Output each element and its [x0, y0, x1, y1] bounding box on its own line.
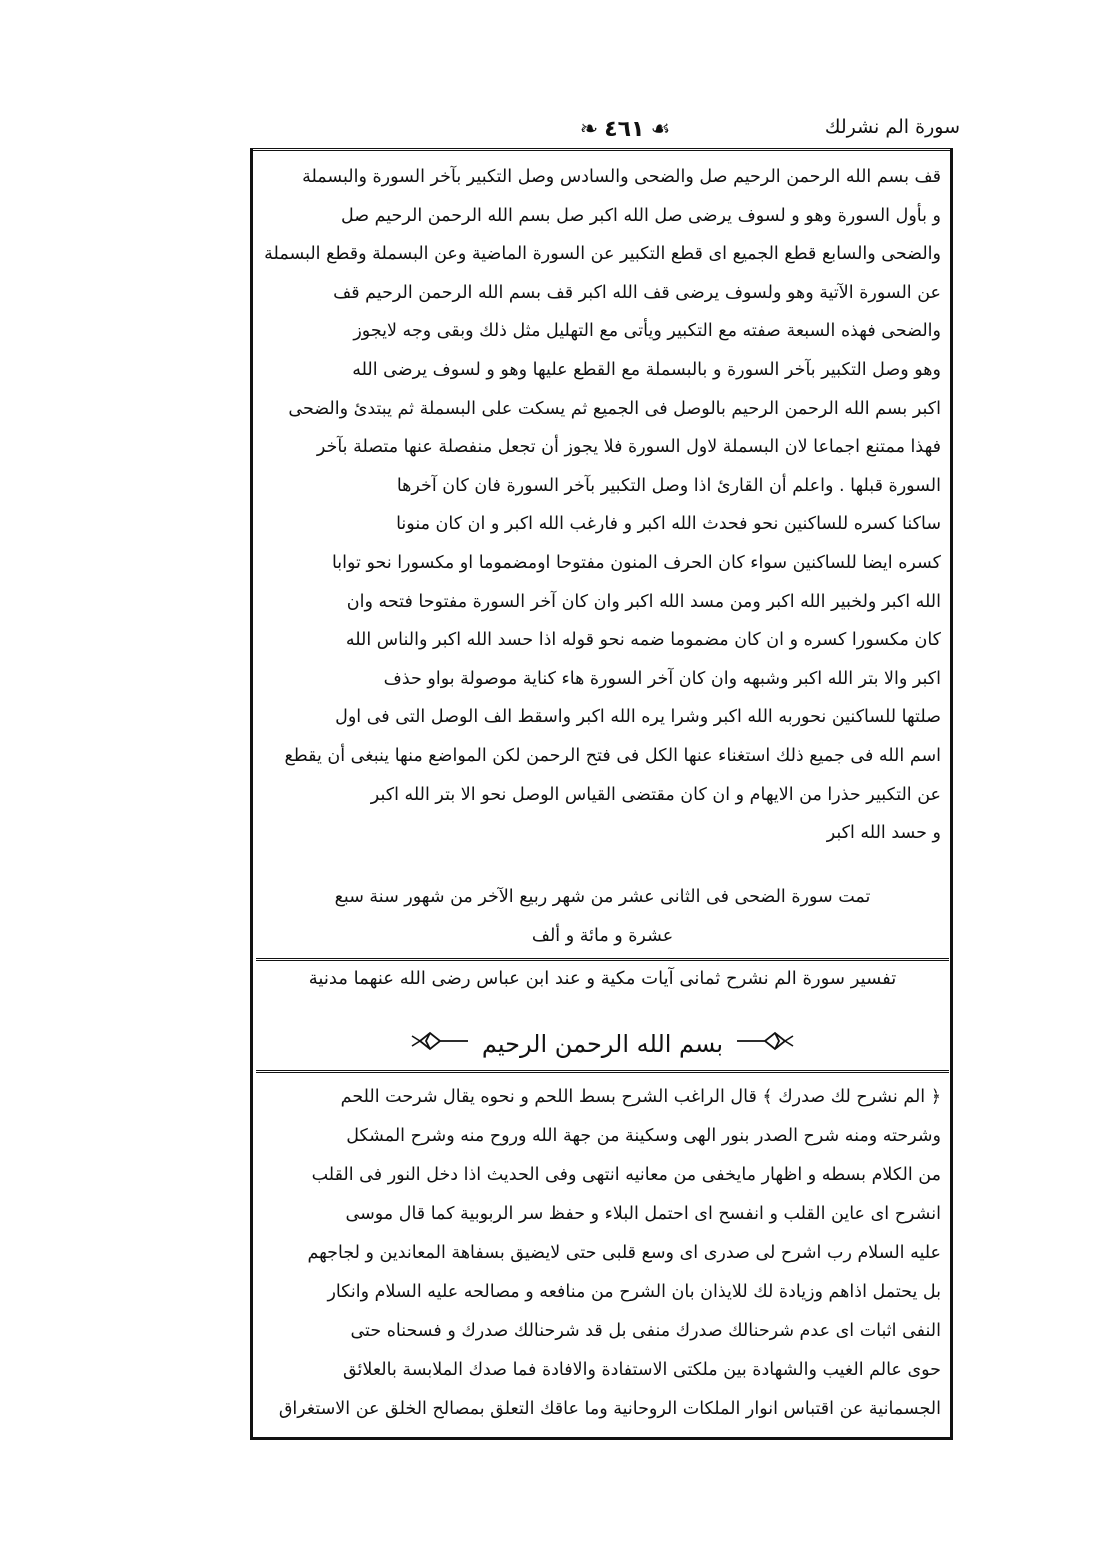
ornament-left-icon: ❧ [579, 116, 599, 142]
text-line: وهو وصل التكبير بآخر السورة و بالبسملة مع القطع عليها وهو و لسوف يرضى الله [352, 359, 941, 380]
text-line: الله اكبر ولخبير الله اكبر ومن مسد الله اكبر وان كان آخر السورة مفتوحا فتحه وان [346, 591, 941, 612]
section-divider [256, 958, 949, 961]
text-line: كسره ايضا للساكنين سواء كان الحرف المنون مفتوحا اومضموما او مكسورا نحو توابا [331, 552, 941, 573]
colophon-line: تمت سورة الضحى فى الثانى عشر من شهر ربيع الآخر من شهور سنة سبع [334, 887, 871, 907]
frame-left-rule [250, 148, 253, 1440]
text-line: عليه السلام رب اشرح لى صدرى اى وسع قلبى حتى لايضيق بسفاهة المعاندين و لجاجهم [307, 1243, 941, 1263]
text-line: صلتها للساكنين نحوربه الله اكبر وشرا يره الله اكبر واسقط الف الوصل التى فى اول [335, 707, 941, 728]
basmala-heading [256, 1022, 949, 1066]
text-line: قف بسم الله الرحمن الرحيم صل والضحى والسادس وصل التكبير بآخر السورة والبسملة [302, 167, 941, 187]
text-line: اكبر والا بتر الله اكبر وشبهه وان كان آخر السورة هاء كناية موصولة بواو حذف [383, 668, 941, 689]
text-line: والضحى فهذه السبعة صفته مع التكبير ويأتى مع التهليل مثل ذلك وبقى وجه لايجوز [353, 321, 941, 342]
colophon-line: عشرة و مائة و ألف [531, 925, 674, 946]
text-line: من الكلام بسطه و اظهار مايخفى من معانيه انتهى وفى الحديث اذا دخل النور فى القلب [311, 1165, 941, 1185]
frame-top-rule [250, 148, 953, 151]
text-line: حوى عالم الغيب والشهادة بين ملكتى الاستفادة والافادة فما صدك الملابسة بالعلائق [342, 1360, 941, 1380]
text-line: اكبر بسم الله الرحمن الرحيم بالوصل فى الجميع ثم يسكت على البسملة ثم يبتدئ والضحى [288, 398, 941, 419]
ornament-right-icon [735, 1030, 795, 1058]
running-title: سورة الم نشرلك [824, 116, 960, 138]
commentary-section-top [256, 158, 949, 853]
text-line: و حسد الله اكبر [826, 823, 941, 844]
text-line: بل يحتمل اذاهم وزيادة لك للايذان بان الشرح من منافعه و مصالحه عليه السلام وانكار [327, 1282, 941, 1302]
frame-right-rule [950, 148, 953, 1440]
ornament-right-icon: ☙ [650, 116, 671, 142]
text-line: و بأول السورة وهو و لسوف يرضى صل الله اكبر صل بسم الله الرحمن الرحيم صل [340, 205, 941, 226]
text-line: عن التكبير حذرا من الايهام و ان كان مقتضى القياس الوصل نحو الا بتر الله اكبر [370, 784, 941, 805]
text-line: عن السورة الآتية وهو ولسوف يرضى قف الله اكبر قف بسم الله الرحمن الرحيم قف [333, 282, 941, 303]
text-line: فهذا ممتنع اجماعا لان البسملة لاول السورة فلا يجوز أن تجعل منفصلة عنها متصلة بآخر [316, 437, 941, 458]
commentary-section-bottom [256, 1078, 949, 1429]
ornament-left-icon [410, 1030, 470, 1058]
text-line: الجسمانية عن اقتباس انوار الملكات الروحانية وما عاقك التعلق بمصالح الخلق عن الاستغراق [278, 1399, 941, 1419]
basmala-text: بسم الله الرحمن الرحيم [481, 1030, 724, 1058]
surah-introduction: تفسير سورة الم نشرح ثمانى آيات مكية و عند ابن عباس رضى الله عنهما مدنية [308, 968, 897, 989]
page-number-block [560, 114, 690, 144]
colophon [256, 878, 949, 955]
text-line: والضحى والسابع قطع الجميع اى قطع التكبير عن السورة الماضية وعن البسملة وقطع البسملة [264, 244, 941, 265]
text-line: ساكنا كسره للساكنين نحو فحدث الله اكبر و فارغب الله اكبر و ان كان منونا [396, 514, 941, 535]
text-line: وشرحته ومنه شرح الصدر بنور الهى وسكينة من جهة الله وروح منه وشرح المشكل [346, 1126, 941, 1146]
text-line: انشرح اى عاين القلب و انفسح اى احتمل البلاء و حفظ سر الربوبية كما قال موسى [345, 1204, 941, 1224]
text-line: السورة قبلها . واعلم أن القارئ اذا وصل التكبير بآخر السورة فان كان آخرها [396, 475, 941, 496]
section-divider [256, 1070, 949, 1073]
text-line: كان مكسورا كسره و ان كان مضموما ضمه نحو قوله اذا حسد الله اكبر والناس الله [345, 630, 941, 651]
frame-bottom-rule [250, 1437, 953, 1440]
text-line: ﴿ الم نشرح لك صدرك ﴾ قال الراغب الشرح بسط اللحم و نحوه يقال شرحت اللحم [340, 1087, 941, 1107]
page-number: ٤٦١ [604, 116, 645, 142]
text-line: النفى اثبات اى عدم شرحنالك صدرك منفى بل قد شرحنالك صدرك و فسحناه حتى [350, 1321, 941, 1341]
text-line: اسم الله فى جميع ذلك استغناء عنها الكل فى فتح الرحمن لكن المواضع منها ينبغى أن يقطع [284, 745, 941, 766]
page-header [250, 112, 960, 146]
